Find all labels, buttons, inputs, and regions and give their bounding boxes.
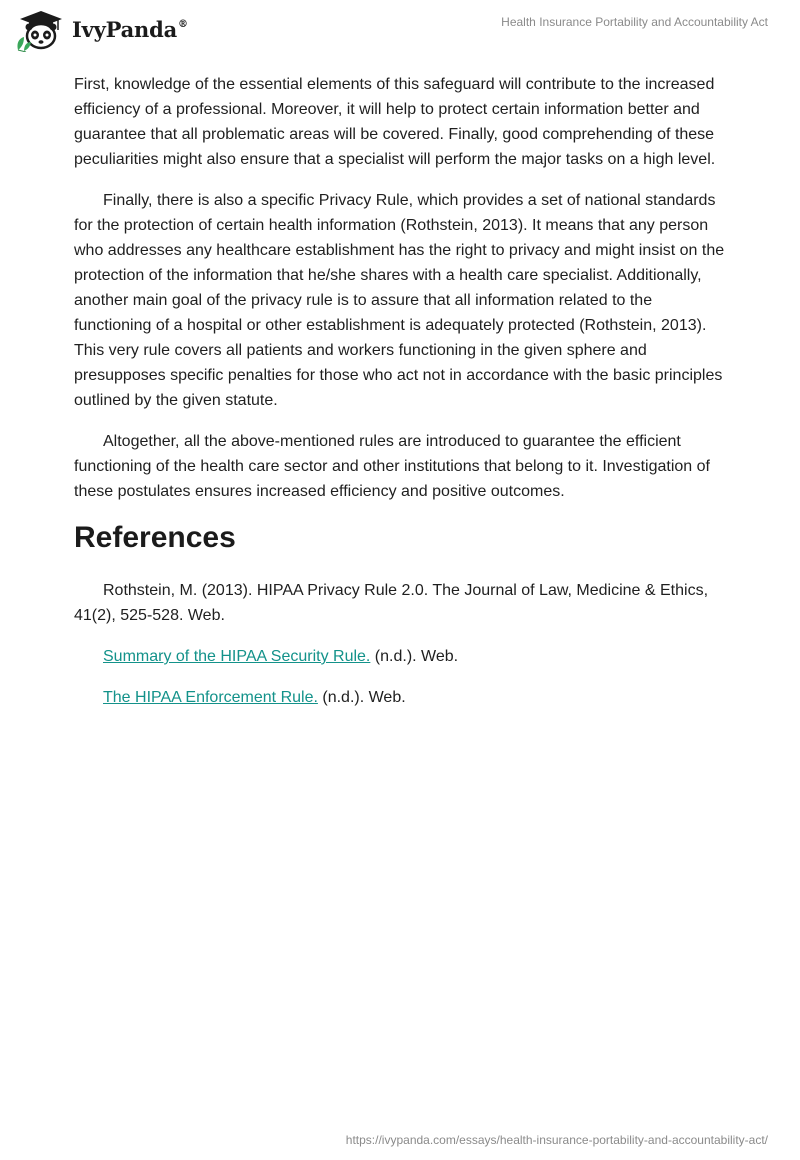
ivypanda-logo[interactable]	[14, 6, 194, 52]
reference-item	[74, 644, 730, 669]
body-paragraph-3: Altogether, all the above-mentioned rules are introduced to guarantee the efficient functioning of the health care sector and other institutions that belong to it. Investigation of these postulates ensures increased efficiency and positive outcomes.	[74, 433, 710, 500]
footer-source-url: https://ivypanda.com/essays/health-insurance-portability-and-accountability-act/	[345, 1133, 768, 1147]
logo-name: IvyPanda	[72, 16, 178, 42]
reference-item: Rothstein, M. (2013). HIPAA Privacy Rule 2.0. The Journal of Law, Medicine & Ethics, 41(2), 525-528. Web.	[74, 582, 709, 624]
reference-suffix: (n.d.). Web.	[317, 689, 406, 706]
logo-wordmark	[72, 17, 188, 42]
reference-link-enforcement-rule[interactable]: The HIPAA Enforcement Rule.	[103, 689, 318, 706]
references-heading: References	[74, 521, 236, 554]
body-paragraph-2: Finally, there is also a specific Privacy Rule, which provides a set of national standards for the protection of certain health information (Rothstein, 2013). It means that any person who addresses any healthcare establishment has the right to privacy and might insist on the protection of the information that he/she shares with a health care specialist. Additionally, another main goal of the privacy rule is to assure that all information related to the functioning of a hospital or other establishment is adequately protected (Rothstein, 2013). This very rule covers all patients and workers functioning in the given sphere and presupposes specific penalties for those who act not in accordance with the basic principles outlined by the given statute.	[74, 192, 725, 409]
page-header	[0, 0, 800, 60]
body-paragraph-1: First, knowledge of the essential elements of this safeguard will contribute to the increased efficiency of a professional. Moreover, it will help to protect certain information better and guarantee that all problematic areas will be covered. Finally, good comprehending of these peculiarities might also ensure that a specialist will perform the major tasks on a high level.	[74, 76, 716, 168]
essay-content	[74, 72, 730, 726]
reference-suffix: (n.d.). Web.	[370, 648, 459, 665]
reference-link-security-rule[interactable]: Summary of the HIPAA Security Rule.	[103, 648, 371, 665]
panda-graduate-icon	[14, 6, 66, 52]
reference-item	[74, 685, 730, 710]
registered-mark: ®	[178, 18, 188, 30]
document-title: Health Insurance Portability and Accountability Act	[501, 15, 768, 29]
